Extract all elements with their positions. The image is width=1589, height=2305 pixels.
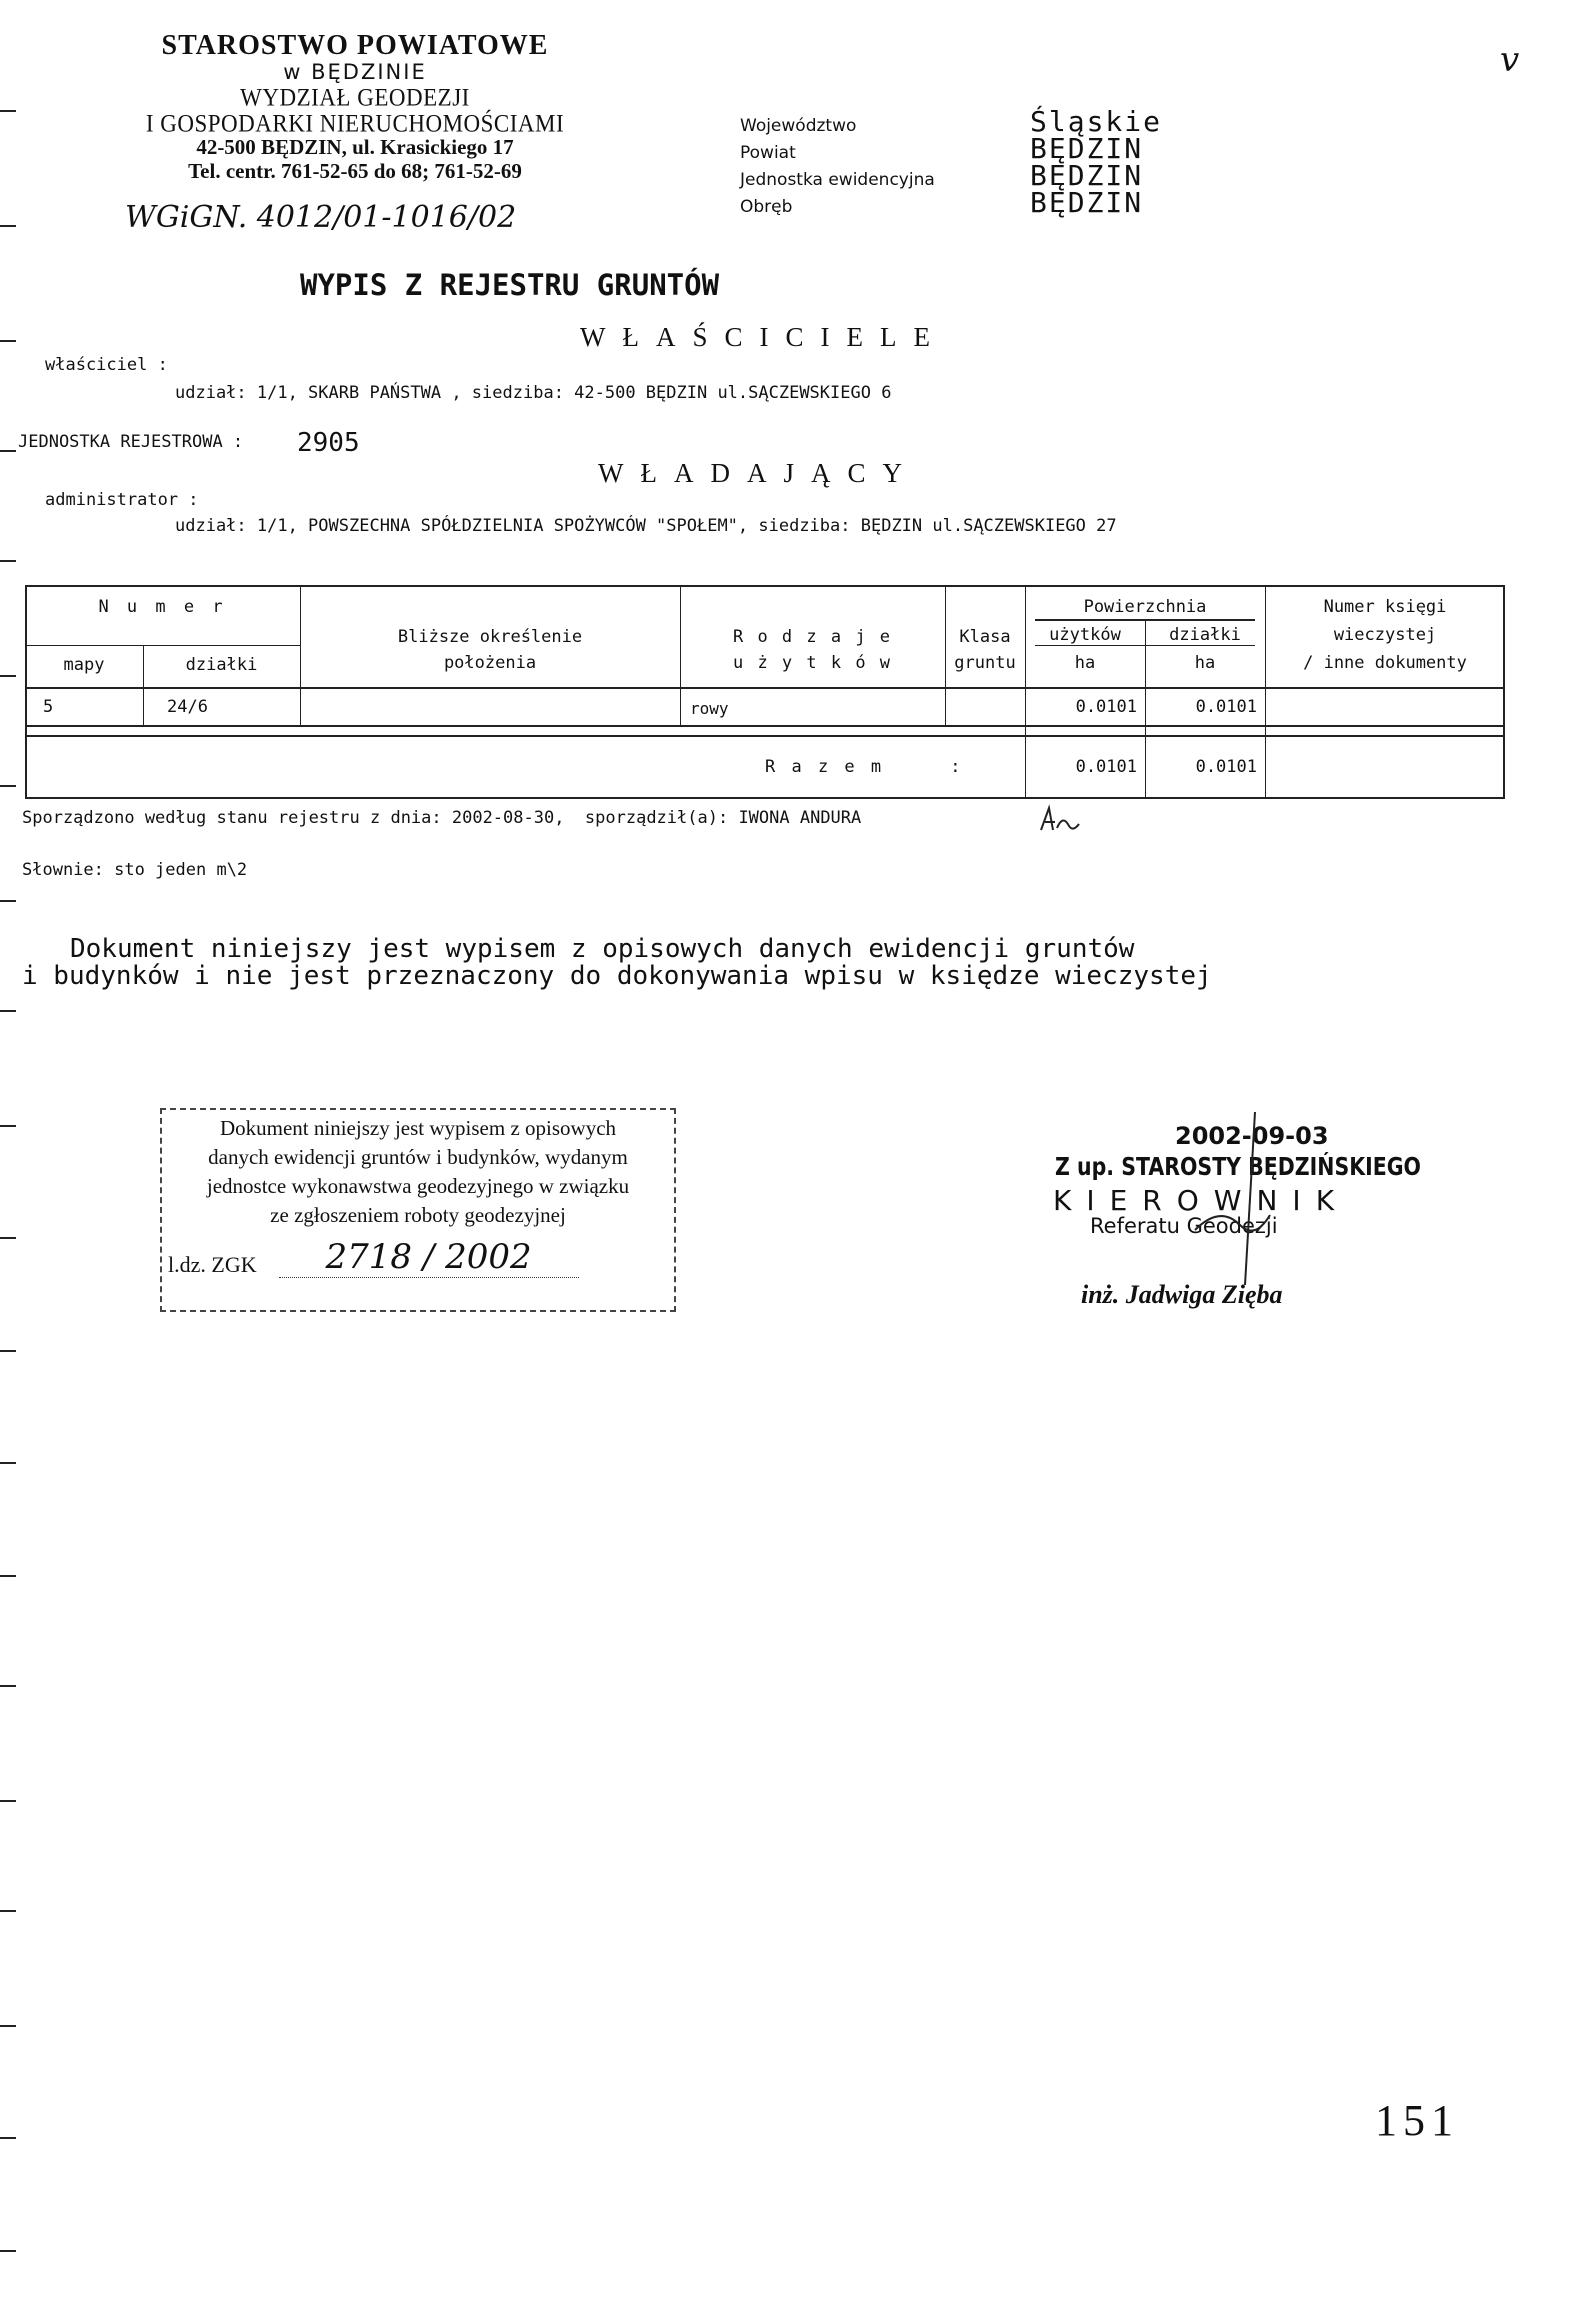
stamp-ldz-value: 2718 / 2002 <box>279 1237 579 1278</box>
total-uzytkow: 0.0101 <box>1075 757 1137 777</box>
location-block <box>740 105 1163 219</box>
notice-line-1: Dokument niniejszy jest wypisem z opisowych danych ewidencji gruntów <box>70 934 1135 964</box>
office-department: WYDZIAŁ GEODEZJI <box>240 83 470 112</box>
owner-role: właściciel : <box>45 355 168 375</box>
handwritten-reference: WGiGN. 4012/01-1016/02 <box>125 200 517 235</box>
stamp-line: danych ewidencji gruntów i budynków, wydanym <box>208 1145 628 1169</box>
location-label: Powiat <box>740 143 796 163</box>
header-numer: N u m e r <box>98 597 227 617</box>
cell-dzialka: 24/6 <box>167 697 208 717</box>
registry-unit-label: JEDNOSTKA REJESTROWA : <box>18 432 244 452</box>
office-phone: Tel. centr. 761-52-65 do 68; 761-52-69 <box>188 158 522 183</box>
header-uzytkow: użytków <box>1049 625 1121 645</box>
managers-heading: WŁADAJĄCY <box>598 458 919 488</box>
location-row <box>740 159 1162 192</box>
registry-unit-value: 2905 <box>297 428 360 458</box>
header-dzialki-area: działki <box>1169 625 1241 645</box>
stamp-ldz-label: l.dz. ZGK <box>168 1252 257 1277</box>
location-row <box>740 105 1163 138</box>
header-inne-dokumenty: / inne dokumenty <box>1303 653 1467 673</box>
document-title: WYPIS Z REJESTRU GRUNTÓW <box>300 268 720 302</box>
area-in-words: Słownie: sto jeden m\2 <box>22 860 248 880</box>
stamp-line: ze zgłoszeniem roboty geodezyjnej <box>270 1203 566 1227</box>
page-number: 151 <box>1375 2096 1459 2145</box>
location-row <box>740 132 1162 165</box>
notice-line-2: i budynków i nie jest przeznaczony do dokonywania wpisu w księdze wieczystej <box>22 961 1212 991</box>
stamp-authority: Z up. STAROSTY BĘDZIŃSKIEGO <box>1055 1152 1421 1181</box>
owners-heading: WŁAŚCICIELE <box>580 322 947 352</box>
location-value: BĘDZIN <box>1030 159 1144 192</box>
office-name: STAROSTWO POWIATOWE <box>161 30 549 61</box>
header-wieczystej: wieczystej <box>1333 625 1437 645</box>
owner-detail: udział: 1/1, SKARB PAŃSTWA , siedziba: 42-500 BĘDZIN ul.SĄCZEWSKIEGO 6 <box>175 383 892 403</box>
header-polozenia: położenia <box>443 653 537 673</box>
cell-pow-uzytkow: 0.0101 <box>1075 697 1137 717</box>
signature-initials <box>1035 800 1085 840</box>
header-rodzaje: R o d z a j e <box>732 627 893 647</box>
office-city: w BĘDZINIE <box>283 60 427 85</box>
total-dzialki: 0.0101 <box>1195 757 1257 777</box>
header-dzialki: działki <box>185 655 258 675</box>
handwritten-signature <box>1045 1110 1425 1320</box>
header-gruntu: gruntu <box>954 653 1016 673</box>
stamp-signatory: inż. Jadwiga Zięba <box>1081 1280 1283 1309</box>
cell-mapa: 5 <box>43 697 54 717</box>
header-blizsze: Bliższe określenie <box>397 627 583 647</box>
location-label: Województwo <box>740 116 857 136</box>
header-uzytkow-type: u ż y t k ó w <box>732 653 893 673</box>
header-ha: ha <box>1194 653 1216 673</box>
prepared-by: Sporządzono według stanu rejestru z dnia: 2002-08-30, sporządził(a): IWONA ANDURA <box>22 808 862 828</box>
location-value: BĘDZIN <box>1030 186 1144 219</box>
registration-stamp <box>160 1108 676 1312</box>
stamp-title: KIEROWNIK <box>1053 1184 1350 1217</box>
location-row <box>740 186 1162 219</box>
manager-detail: udział: 1/1, POWSZECHNA SPÓŁDZIELNIA SPOŻYWCÓW "SPOŁEM", siedziba: BĘDZIN ul.SĄCZEWSKIEGO 27 <box>175 516 1117 536</box>
stamp-department: Referatu Geodezji <box>1090 1214 1278 1238</box>
stamp-line: Dokument niniejszy jest wypisem z opisowych <box>219 1116 617 1140</box>
location-value: BĘDZIN <box>1030 132 1144 165</box>
location-label: Obręb <box>740 197 793 217</box>
header-ksiega: Numer księgi <box>1323 597 1447 617</box>
office-department-2: I GOSPODARKI NIERUCHOMOŚCIAMI <box>145 109 565 137</box>
office-address: 42-500 BĘDZIN, ul. Krasickiego 17 <box>196 135 514 160</box>
manager-role: administrator : <box>45 490 199 510</box>
location-value: Śląskie <box>1030 105 1163 138</box>
header-powierzchnia: Powierzchnia <box>1083 597 1207 617</box>
corner-mark: v <box>1500 40 1520 80</box>
header-klasa: Klasa <box>959 627 1011 647</box>
stamp-date: 2002-09-03 <box>1175 1122 1329 1150</box>
cell-pow-dzialki: 0.0101 <box>1195 697 1257 717</box>
stamp-line: jednostce wykonawstwa geodezyjnego w związku <box>206 1174 630 1198</box>
location-label: Jednostka ewidencyjna <box>740 170 935 190</box>
header-mapy: mapy <box>63 655 105 675</box>
cell-uzytek: rowy <box>690 699 729 718</box>
register-table <box>25 585 1505 799</box>
total-label: R a z e m : <box>765 757 964 777</box>
official-signature-stamp <box>1045 1110 1425 1320</box>
office-header-stamp <box>120 30 590 183</box>
header-ha: ha <box>1074 653 1096 673</box>
